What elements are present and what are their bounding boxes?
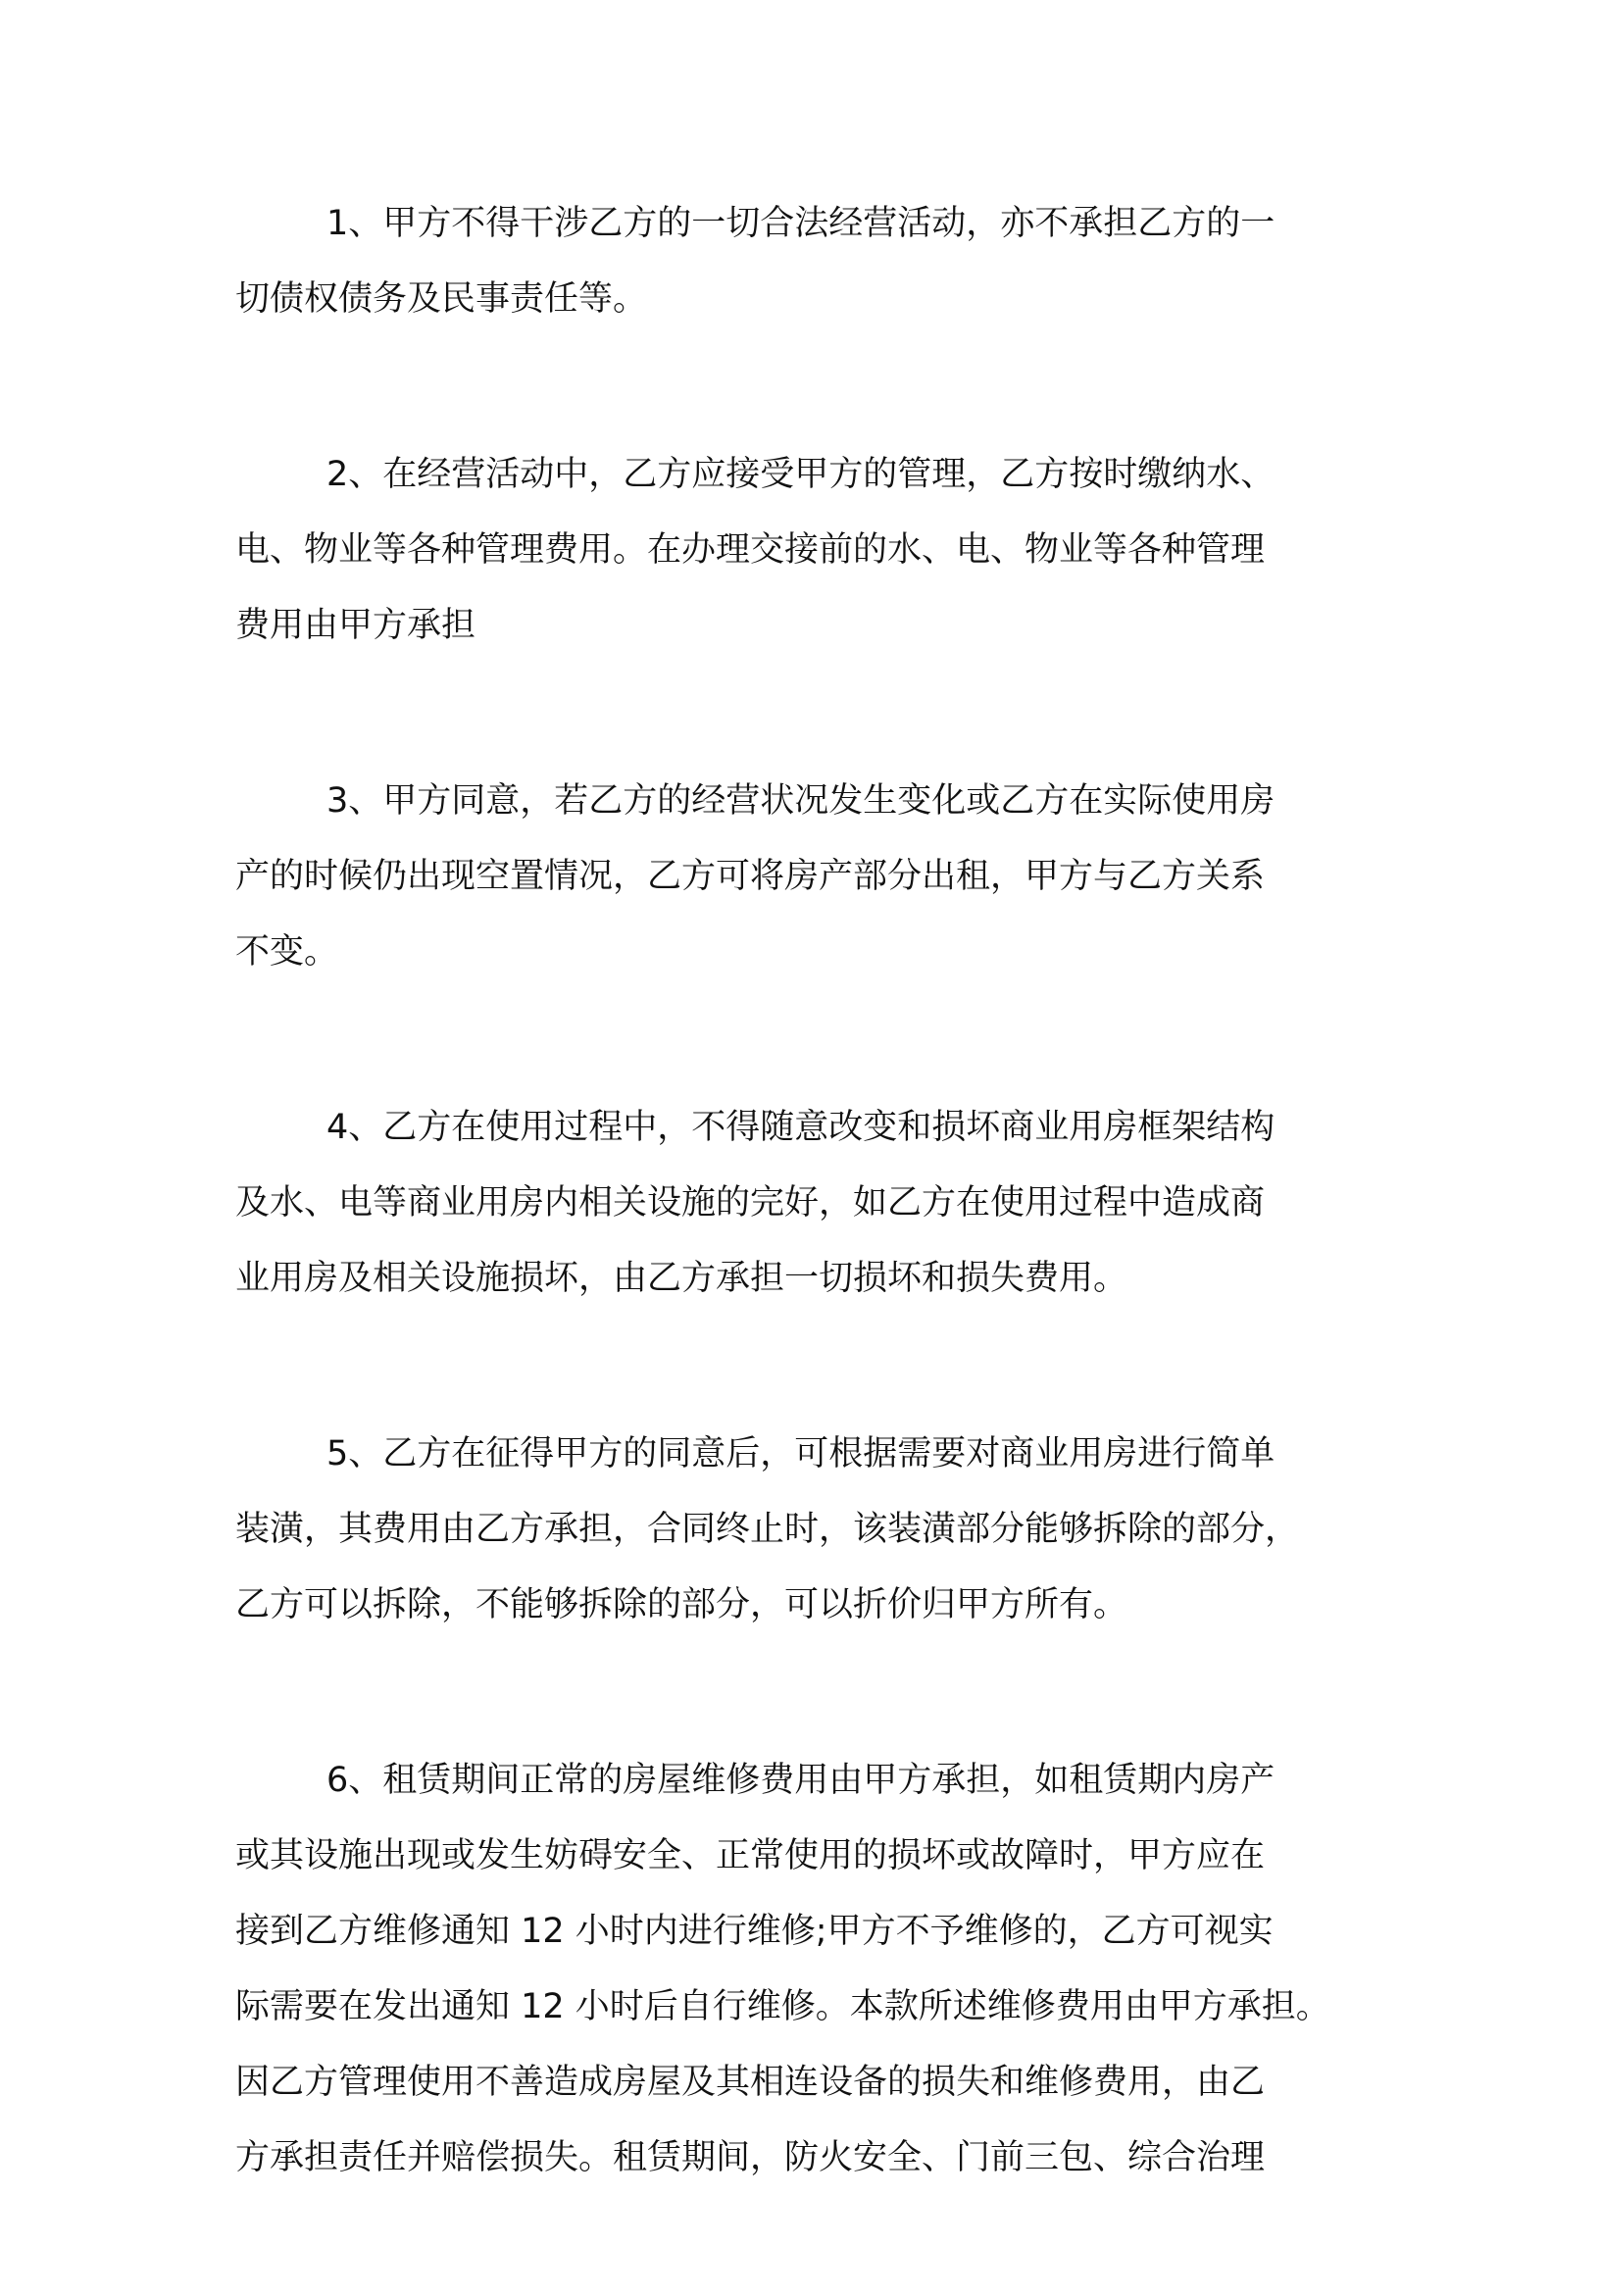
text-line: 5、乙方在征得甲方的同意后，可根据需要对商业用房进行简单 (326, 1434, 1275, 1473)
clause-3 (235, 764, 1392, 990)
text-line: 切债权债务及民事责任等。 (235, 279, 648, 319)
text-line: 接到乙方维修通知 12 小时内进行维修;甲方不予维修的，乙方可视实 (235, 1912, 1274, 1951)
text-line: 际需要在发出通知 12 小时后自行维修。本款所述维修费用由甲方承担。 (235, 1987, 1330, 2026)
text-line: 乙方可以拆除，不能够拆除的部分，可以折价归甲方所有。 (235, 1585, 1128, 1624)
text-line: 电、物业等各种管理费用。在办理交接前的水、电、物业等各种管理 (235, 530, 1266, 570)
text-line: 6、租赁期间正常的房屋维修费用由甲方承担，如租赁期内房产 (326, 1761, 1275, 1800)
text-line: 装潢，其费用由乙方承担，合同终止时，该装潢部分能够拆除的部分， (235, 1510, 1300, 1549)
text-line: 或其设施出现或发生妨碍安全、正常使用的损坏或故障时，甲方应在 (235, 1836, 1266, 1875)
text-line: 3、甲方同意，若乙方的经营状况发生变化或乙方在实际使用房 (326, 781, 1275, 821)
text-line: 2、在经营活动中，乙方应接受甲方的管理，乙方按时缴纳水、 (326, 455, 1275, 494)
clause-2 (235, 437, 1392, 664)
text-line: 方承担责任并赔偿损失。租赁期间，防火安全、门前三包、综合治理 (235, 2138, 1266, 2177)
text-line: 及水、电等商业用房内相关设施的完好，如乙方在使用过程中造成商 (235, 1183, 1266, 1223)
text-line: 产的时候仍出现空置情况，乙方可将房产部分出租，甲方与乙方关系 (235, 857, 1266, 896)
text-line: 业用房及相关设施损坏，由乙方承担一切损坏和损失费用。 (235, 1259, 1128, 1298)
document-page (235, 186, 1392, 2296)
clause-6 (235, 1743, 1392, 2196)
clause-1 (235, 186, 1392, 337)
clause-4 (235, 1090, 1392, 1317)
text-line: 不变。 (235, 932, 339, 972)
text-line: 费用由甲方承担 (235, 606, 476, 645)
text-line: 因乙方管理使用不善造成房屋及其相连设备的损失和维修费用，由乙 (235, 2063, 1266, 2102)
text-line: 4、乙方在使用过程中，不得随意改变和损坏商业用房框架结构 (326, 1108, 1275, 1147)
text-line: 1、甲方不得干涉乙方的一切合法经营活动，亦不承担乙方的一 (326, 204, 1275, 243)
clause-5 (235, 1417, 1392, 1643)
